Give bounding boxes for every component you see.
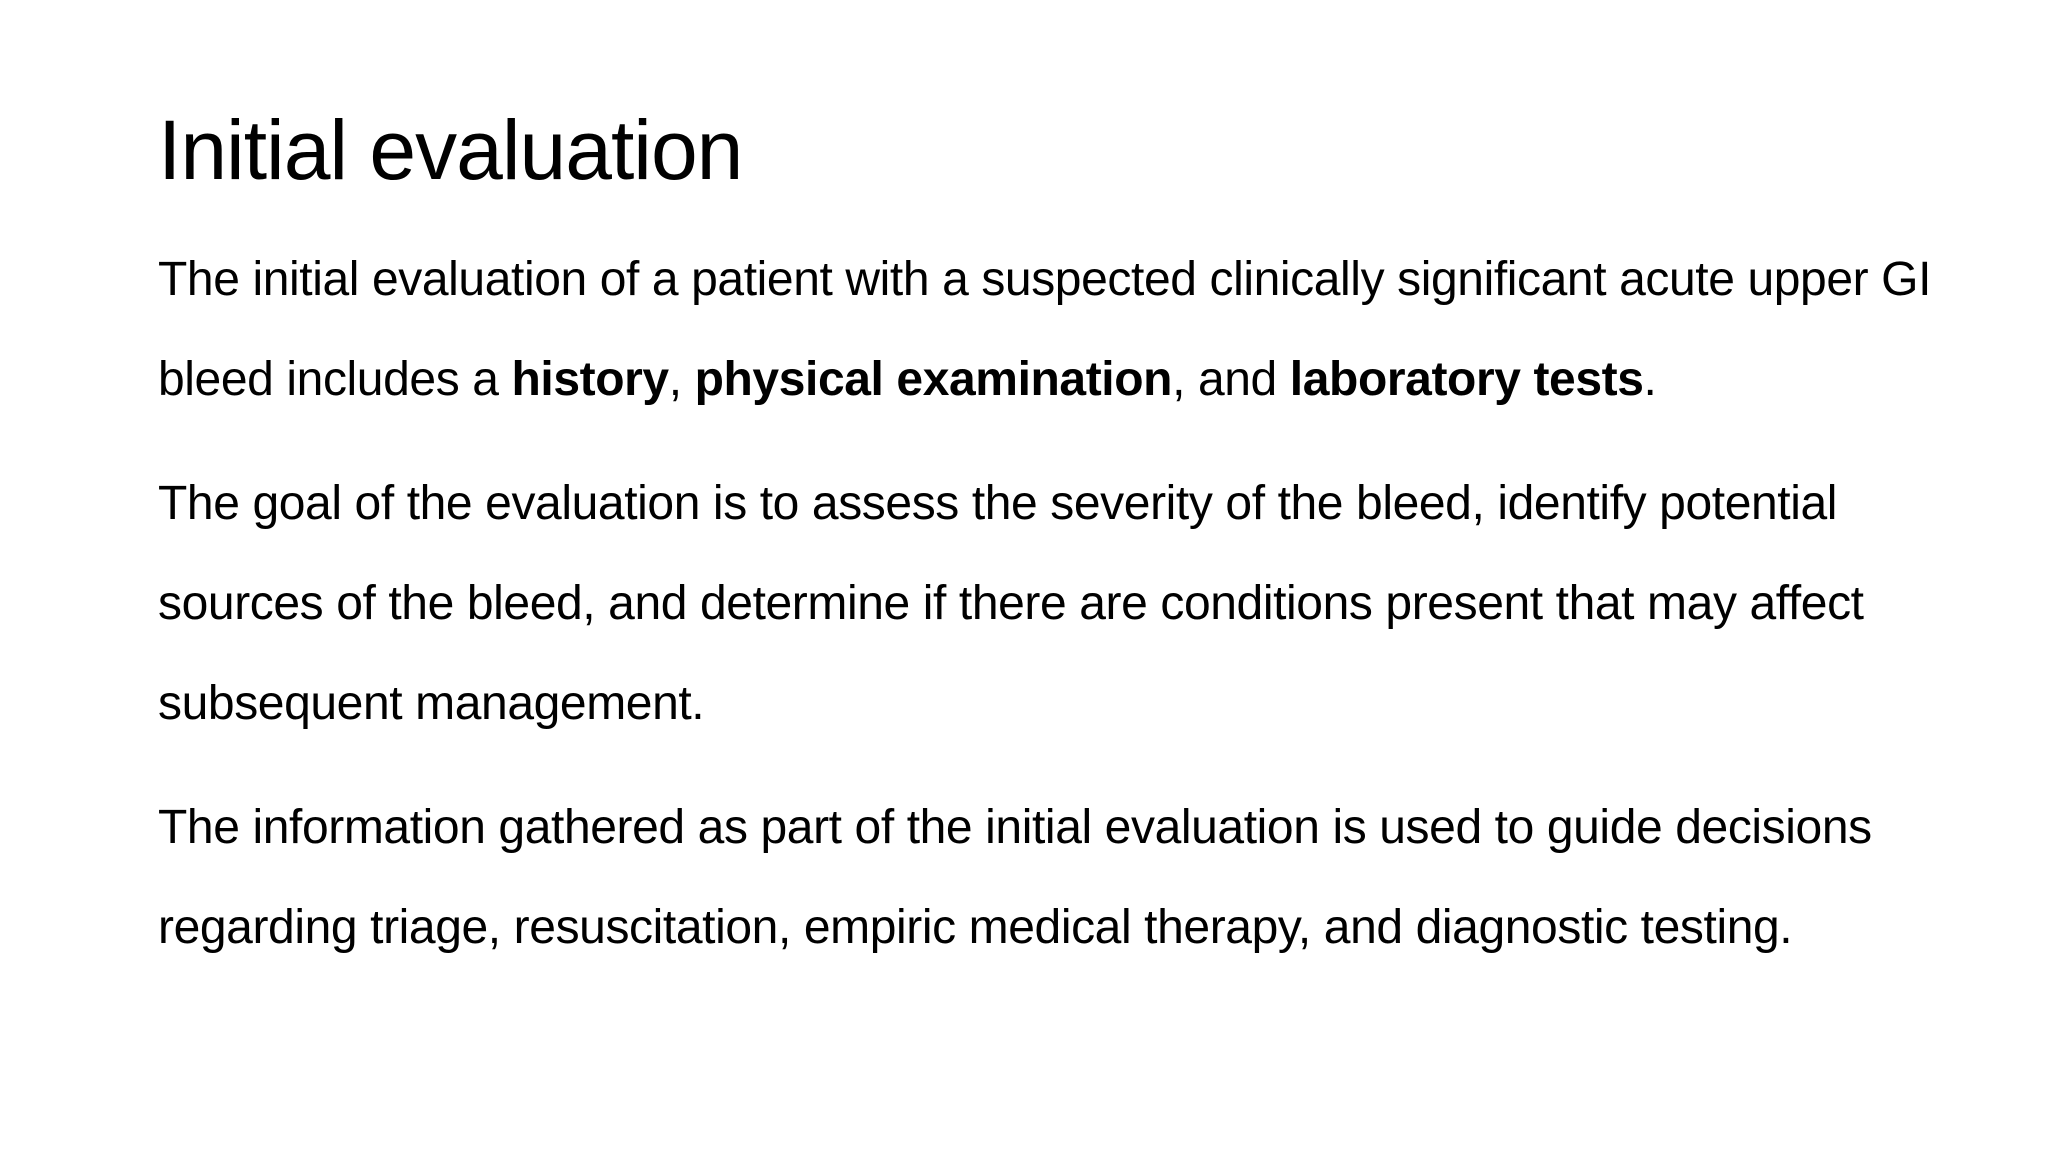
slide-title: Initial evaluation — [158, 103, 743, 197]
term-laboratory-tests: laboratory tests — [1289, 353, 1644, 406]
paragraph-evaluation-goal: The goal of the evaluation is to assess the severity of the bleed, identify potential sources of the bleed, and determine if there are conditions present that may affect subsequent management. — [158, 477, 1864, 730]
term-physical-examination: physical examination — [694, 353, 1173, 406]
paragraph-information-use: The information gathered as part of the initial evaluation is used to guide decisions regarding triage, resuscitation, empiric medical therapy, and diagnostic testing. — [158, 801, 1872, 954]
separator-2: , and — [1172, 353, 1290, 406]
paragraph-end-punctuation: . — [1643, 353, 1657, 406]
paragraph-evaluation-components — [158, 230, 1958, 430]
term-history: history — [511, 353, 669, 406]
paragraph-lead-text: The initial evaluation of a patient with a suspected clinically significant acute upper GI bleed includes a — [158, 253, 1932, 406]
slide-body — [158, 230, 1958, 1002]
separator-1: , — [668, 353, 695, 406]
